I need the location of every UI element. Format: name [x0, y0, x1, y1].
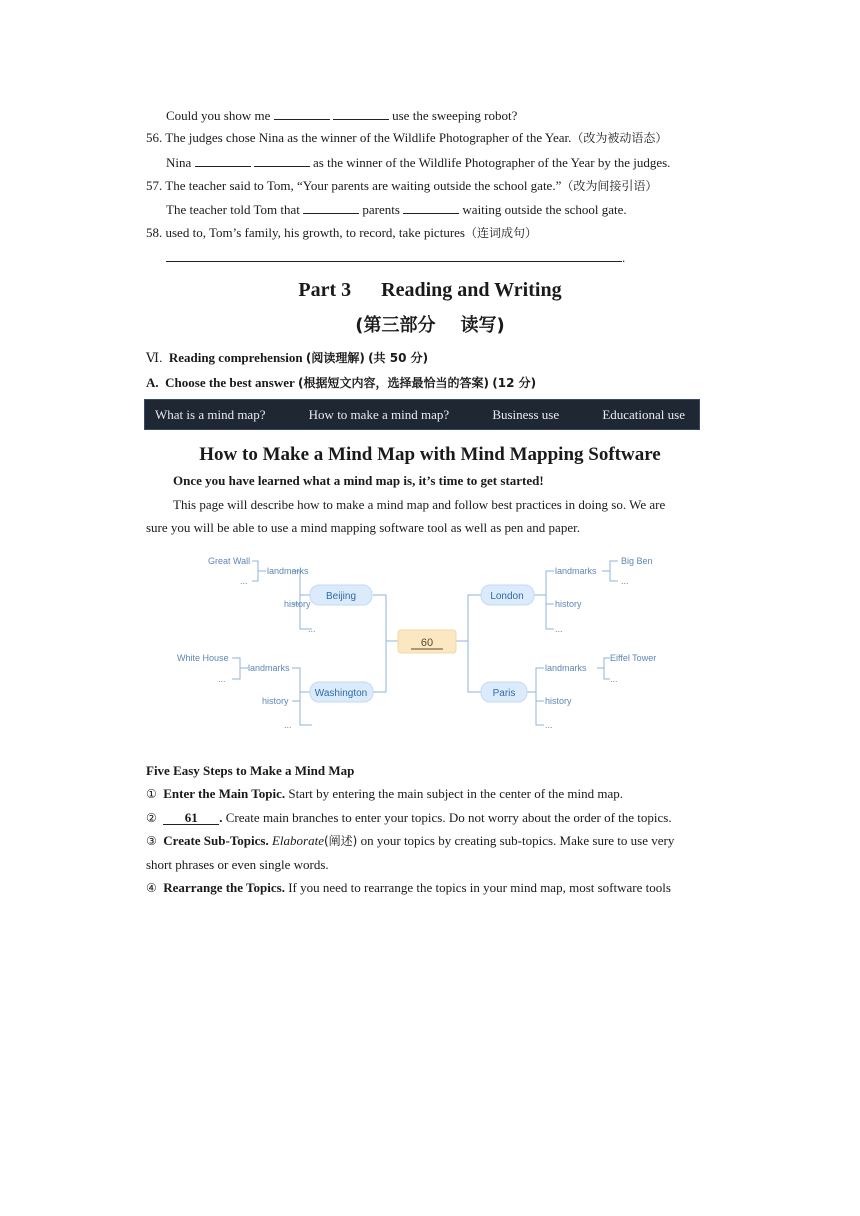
- question-58-answer: .: [166, 248, 625, 267]
- nav-item-how-to[interactable]: How to make a mind map?: [308, 406, 450, 422]
- branch-washington: Washington: [314, 688, 368, 699]
- ellipsis: ...: [555, 624, 563, 634]
- part-subtitle: (第三部分 读写): [355, 315, 505, 336]
- q55-line: Could you show me use the sweeping robot?: [166, 108, 518, 123]
- answer-blank[interactable]: [403, 200, 459, 214]
- ellipsis: ...: [240, 576, 248, 586]
- step-3-continued: short phrases or even single words.: [146, 857, 329, 872]
- answer-blank-61[interactable]: 61: [163, 811, 219, 825]
- ellipsis: ...: [621, 576, 629, 586]
- article-title: How to Make a Mind Map with Mind Mapping Software: [199, 444, 661, 465]
- subsection-heading: A. Choose the best answer (根据短文内容，选择最恰当的答案) (12 分): [146, 375, 537, 390]
- branch-paris: Paris: [492, 688, 516, 699]
- nav-item-educational[interactable]: Educational use: [602, 406, 685, 422]
- section-heading: Ⅵ. Reading comprehension (阅读理解) (共 50 分): [146, 350, 429, 365]
- sub-landmarks: landmarks: [267, 566, 309, 576]
- step-4: ④ Rearrange the Topics. If you need to rearrange the topics in your mind map, most software tools: [146, 880, 671, 895]
- answer-blank[interactable]: [195, 153, 251, 167]
- sub-history: history: [262, 696, 289, 706]
- ellipsis: ...: [308, 624, 316, 634]
- article-intro-line-2: sure you will be able to use a mind mapping software tool as well as pen and paper.: [146, 520, 580, 535]
- sub-history: history: [545, 696, 572, 706]
- article-subtitle: Once you have learned what a mind map is, it’s time to get started!: [173, 473, 544, 488]
- leaf-eiffel-tower: Eiffel Tower: [610, 653, 657, 663]
- answer-blank[interactable]: [274, 106, 330, 120]
- mind-map-center-label: 60: [420, 637, 434, 649]
- question-56: 56. The judges chose Nina as the winner of the Wildlife Photographer of the Year.（改为被动语态）: [146, 130, 668, 145]
- sub-landmarks: landmarks: [248, 663, 290, 673]
- sub-history: history: [284, 599, 311, 609]
- steps-heading: Five Easy Steps to Make a Mind Map: [146, 763, 355, 778]
- step-2: ② 61 . Create main branches to enter your topics. Do not worry about the order of the topics.: [146, 810, 672, 825]
- nav-item-what-is[interactable]: What is a mind map?: [155, 406, 266, 422]
- mind-map-figure: [170, 553, 660, 733]
- question-57-answer: The teacher told Tom that parents waiting outside the school gate.: [166, 202, 627, 217]
- branch-beijing: Beijing: [325, 591, 357, 602]
- sub-landmarks: landmarks: [545, 663, 587, 673]
- question-57: 57. The teacher said to Tom, “Your parents are waiting outside the school gate.”（改为间接引语）: [146, 178, 658, 193]
- ellipsis: ...: [610, 674, 618, 684]
- sub-history: history: [555, 599, 582, 609]
- answer-blank[interactable]: [333, 106, 389, 120]
- ellipsis: ...: [545, 720, 553, 730]
- article-intro-line-1: This page will describe how to make a mind map and follow best practices in doing so. We are: [173, 497, 666, 512]
- step-3: ③ Create Sub-Topics. Elaborate(阐述) on your topics by creating sub-topics. Make sure to use very: [146, 833, 675, 848]
- leaf-great-wall: Great Wall: [208, 556, 251, 566]
- ellipsis: ...: [218, 674, 226, 684]
- article-nav-bar: [144, 399, 700, 430]
- answer-blank[interactable]: [166, 248, 622, 262]
- question-56-answer: Nina as the winner of the Wildlife Photographer of the Year by the judges.: [166, 155, 671, 170]
- question-58: 58. used to, Tom’s family, his growth, to record, take pictures（连词成句）: [146, 225, 537, 240]
- step-1: ① Enter the Main Topic. Start by entering the main subject in the center of the mind map.: [146, 786, 624, 801]
- leaf-big-ben: Big Ben: [621, 556, 653, 566]
- part-title: Part 3 Reading and Writing: [298, 279, 562, 301]
- ellipsis: ...: [284, 720, 292, 730]
- answer-blank[interactable]: [303, 200, 359, 214]
- branch-london: London: [490, 591, 524, 602]
- answer-blank[interactable]: [254, 153, 310, 167]
- leaf-white-house: White House: [177, 653, 229, 663]
- nav-item-business[interactable]: Business use: [492, 406, 560, 422]
- sub-landmarks: landmarks: [555, 566, 597, 576]
